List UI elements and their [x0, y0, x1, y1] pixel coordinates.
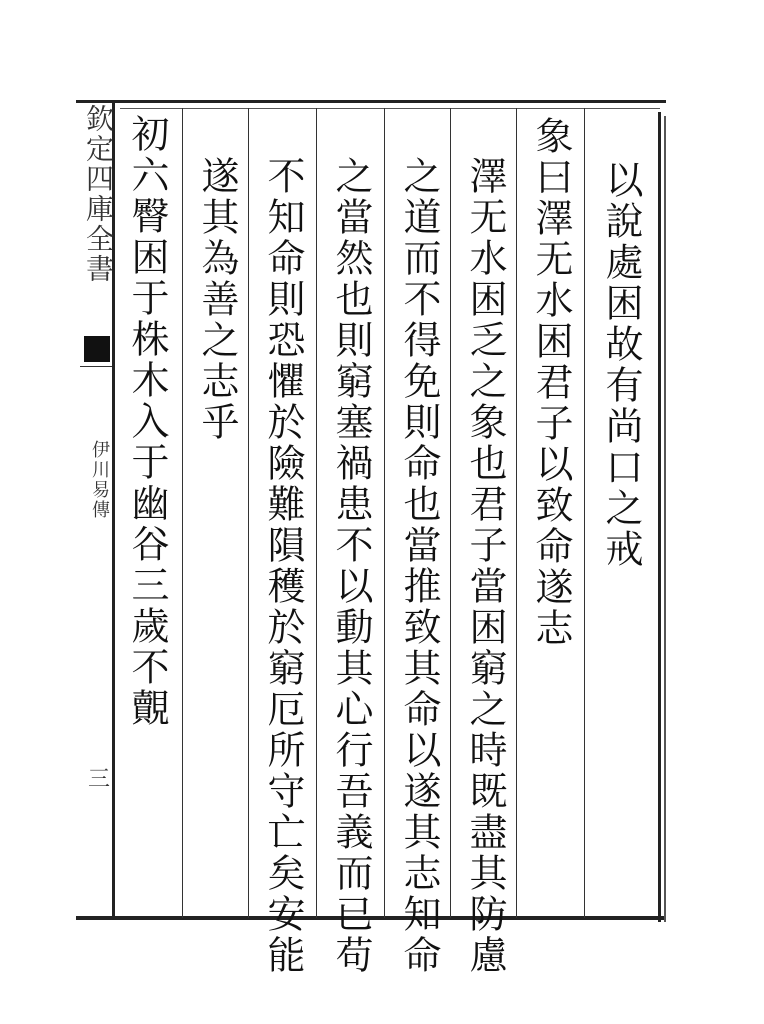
- margin-book-title: 欽定四庫全書: [82, 104, 115, 284]
- column-divider: [384, 108, 385, 918]
- margin-page-number: 三: [88, 767, 111, 792]
- margin-chapter-title: 伊川易傳: [89, 440, 110, 520]
- text-column-3: 澤无水困乏之象也君子當困窮之時既盡其防慮: [463, 156, 507, 976]
- frame-top-inner-border: [120, 108, 660, 109]
- fish-tail-line: [80, 366, 112, 367]
- column-divider: [450, 108, 451, 918]
- column-divider: [316, 108, 317, 918]
- fish-tail-mark: [84, 336, 110, 362]
- text-column-5: 之當然也則窮塞禍患不以動其心行吾義而已苟: [329, 156, 373, 976]
- column-divider: [182, 108, 183, 918]
- frame-top-border: [76, 100, 666, 103]
- frame-right-border: [658, 112, 661, 922]
- text-column-7: 遂其為善之志乎: [195, 156, 239, 443]
- column-divider: [584, 108, 585, 918]
- text-column-2: 象曰澤无水困君子以致命遂志: [529, 116, 573, 649]
- text-column-8: 初六臀困于株木入于幽谷三歲不覿: [125, 114, 169, 729]
- text-column-6: 不知命則恐懼於險難隕穫於窮厄所守亡矣安能: [261, 156, 305, 976]
- column-divider: [248, 108, 249, 918]
- text-column-4: 之道而不得免則命也當推致其命以遂其志知命: [397, 156, 441, 976]
- frame-right-inner-border: [664, 116, 666, 922]
- column-divider: [516, 108, 517, 918]
- text-column-1: 以說處困故有尚口之戒: [599, 160, 643, 570]
